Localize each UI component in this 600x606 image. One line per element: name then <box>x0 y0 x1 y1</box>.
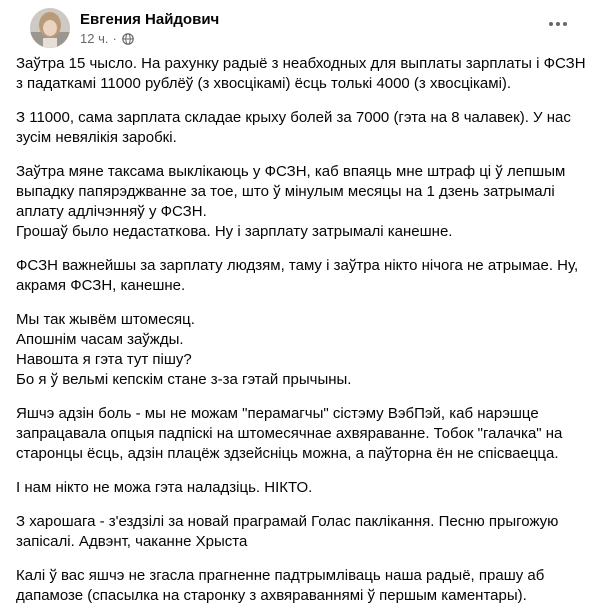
post-paragraph: Заўтра 15 чысло. На рахунку радыё з неабходных для выплаты зарплаты і ФСЗН з падаткамі 11000 рублёў (з хвосцікамі) ёсць толькі 4000 (з хвосцікамі). <box>16 55 586 92</box>
post-meta <box>80 31 134 46</box>
more-options-button[interactable] <box>542 8 574 40</box>
post-timestamp[interactable]: 12 ч. <box>80 31 109 46</box>
avatar-photo <box>30 8 70 48</box>
more-horizontal-icon <box>548 21 568 27</box>
author-avatar[interactable] <box>30 8 70 48</box>
meta-separator: · <box>112 31 117 46</box>
post-paragraph: Калі ў вас яшчэ не згасла прагненне падтрымліваць наша радыё, прашу аб дапамозе (спасылка на старонку з ахвяраваннямі ў першым каментары). <box>16 567 545 604</box>
post-header <box>16 0 584 54</box>
post-paragraph: З 11000, сама зарплата складае крыху болей за 7000 (гэта на 8 чалавек). У нас зусім невялікія заробкі. <box>16 109 571 146</box>
post-paragraph: Яшчэ адзін боль - мы не можам "перамагчы" сістэму ВэбПэй, каб нарэшце запрацавала опцыя падпіскі на штомесячнае ахвяраванне. Тобок "галачка" на старонцы ёсць, адзін плацёж здзейсніць можна, а паўторна ён не спісваецца. <box>16 405 563 462</box>
post-paragraph: І нам нікто не можа гэта наладзіць. НІКТО. <box>16 479 313 496</box>
author-name[interactable]: Евгения Найдович <box>80 11 220 28</box>
post-body <box>16 54 588 606</box>
post-paragraph: З харошага - з'ездзілі за новай праграмай Голас паклікання. Песню прыгожую запісалі. Адвэнт, чаканне Хрыста <box>16 513 559 550</box>
globe-icon[interactable] <box>122 33 134 45</box>
post-paragraph: Заўтра мяне таксама выклікаюць у ФСЗН, каб впаяць мне штраф ці ў лепшым выпадку папярэджванне за тое, што ў мінулым месяцы на 1 дзень затрымалі аплату адлічэнняў у ФСЗН. Грошаў было недастаткова. Ну і зарплату затрымалі канешне. <box>16 163 566 240</box>
post-paragraph: ФСЗН важнейшы за зарплату людзям, таму і заўтра нікто нічога не атрымае. Ну, акрамя ФСЗН, канешне. <box>16 257 579 294</box>
post-paragraph: Мы так жывём штомесяц. Апошнім часам заўжды. Навошта я гэта тут пішу? Бо я ў вельмі кепскім стане з-за гэтай прычыны. <box>16 311 352 388</box>
